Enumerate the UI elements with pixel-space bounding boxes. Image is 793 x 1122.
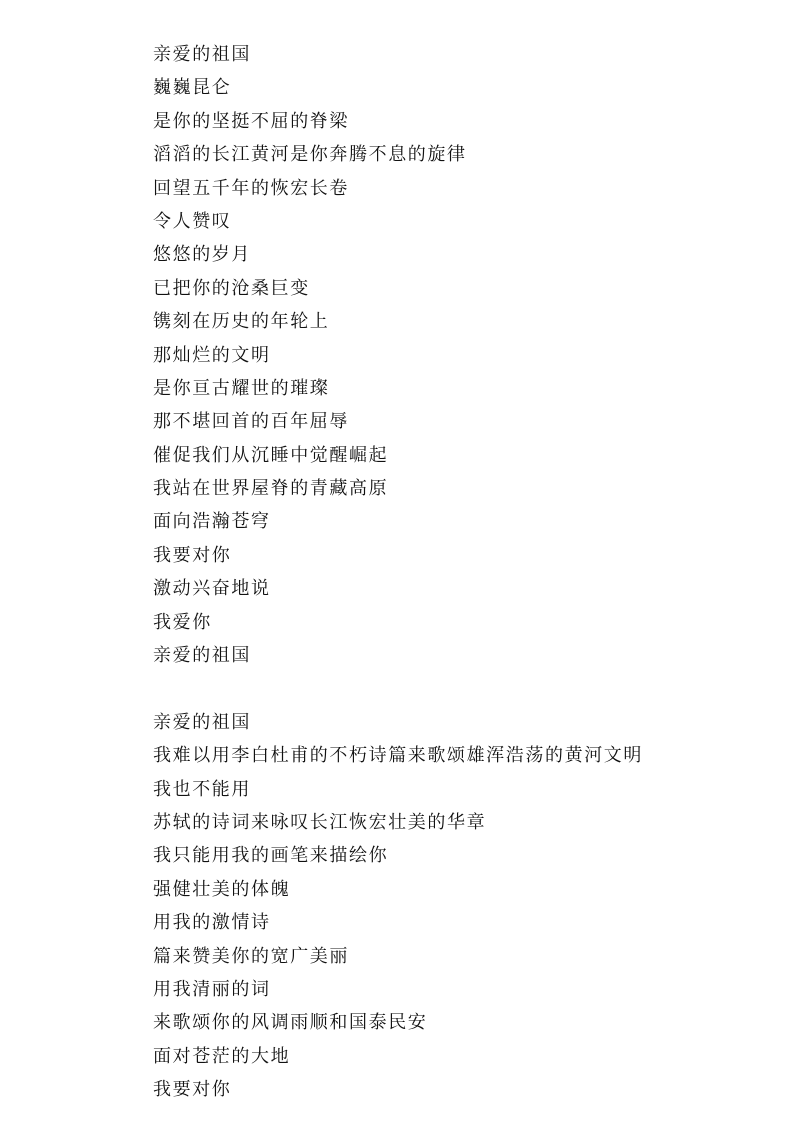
poem-line: 激动兴奋地说 [153,578,271,600]
poem-line: 我也不能用 [153,778,251,800]
poem-line: 我爱你 [153,611,212,633]
poem-line: 强健壮美的体魄 [153,878,291,900]
poem-line: 我站在世界屋脊的青藏高原 [153,478,389,500]
poem-line: 面向浩瀚苍穹 [153,511,271,533]
poem-line: 苏轼的诗词来咏叹长江恢宏壮美的华章 [153,811,487,833]
poem-line: 我要对你 [153,544,232,566]
poem-line: 回望五千年的恢宏长卷 [153,177,349,199]
poem-line: 来歌颂你的风调雨顺和国泰民安 [153,1012,428,1034]
poem-line: 巍巍昆仑 [153,77,232,99]
poem-body [153,38,753,1107]
poem-line: 篇来赞美你的宽广美丽 [153,945,349,967]
poem-line: 催促我们从沉睡中觉醒崛起 [153,444,389,466]
poem-line: 令人赞叹 [153,210,232,232]
poem-line: 亲爱的祖国 [153,711,251,733]
stanza-divider [153,672,753,705]
poem-line: 亲爱的祖国 [153,645,251,667]
poem-line: 滔滔的长江黄河是你奔腾不息的旋律 [153,144,467,166]
poem-line: 用我的激情诗 [153,912,271,934]
stanza-2 [153,706,753,1107]
poem-line: 已把你的沧桑巨变 [153,277,310,299]
poem-line: 悠悠的岁月 [153,244,251,266]
poem-line: 亲爱的祖国 [153,44,251,65]
poem-line: 我难以用李白杜甫的不朽诗篇来歌颂雄浑浩荡的黄河文明 [153,745,643,767]
poem-line: 那不堪回首的百年屈辱 [153,411,349,433]
poem-line: 那灿烂的文明 [153,344,271,366]
poem-line: 我只能用我的画笔来描绘你 [153,845,389,867]
poem-line: 用我清丽的词 [153,978,271,1000]
poem-line: 面对苍茫的大地 [153,1045,291,1067]
poem-line: 镌刻在历史的年轮上 [153,311,330,333]
poem-line: 是你亘古耀世的璀璨 [153,377,330,399]
poem-line: 是你的坚挺不屈的脊梁 [153,110,349,132]
stanza-1 [153,38,753,672]
poem-line: 我要对你 [153,1079,232,1101]
